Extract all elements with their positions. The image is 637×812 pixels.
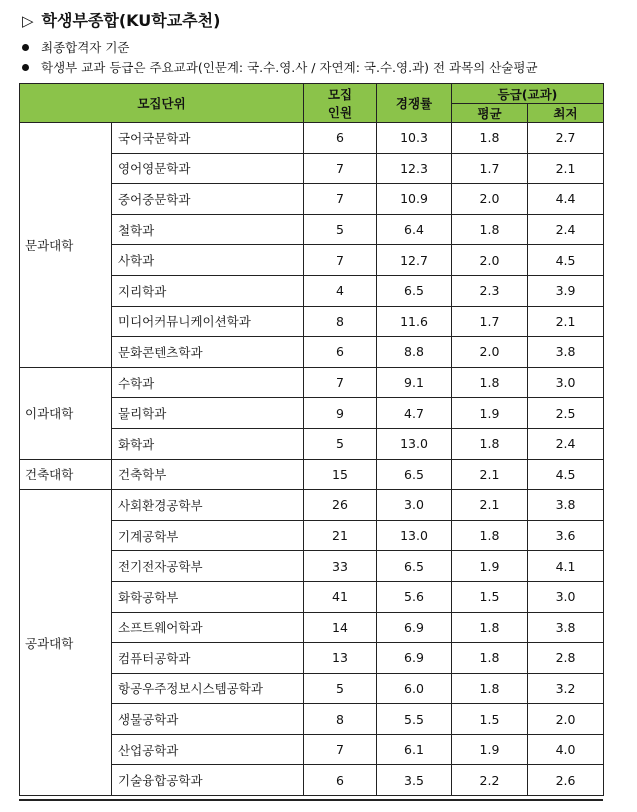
quota-cell: 21 [304, 520, 377, 551]
quota-cell: 13 [304, 643, 377, 674]
table-row [20, 367, 604, 398]
max-cell: 2.1 [528, 153, 604, 184]
avg-cell: 2.0 [452, 337, 528, 368]
ratio-cell: 4.7 [377, 398, 452, 429]
dept-cell: 화학과 [112, 428, 304, 459]
college-cell: 건축대학 [20, 459, 112, 490]
avg-cell: 1.9 [452, 398, 528, 429]
dept-cell: 소프트웨어학과 [112, 612, 304, 643]
dept-cell: 철학과 [112, 214, 304, 245]
max-cell: 3.6 [528, 520, 604, 551]
quota-cell: 5 [304, 673, 377, 704]
avg-cell: 1.5 [452, 581, 528, 612]
notes-list [22, 38, 538, 78]
ratio-cell: 6.5 [377, 275, 452, 306]
max-cell: 2.1 [528, 306, 604, 337]
quota-cell: 8 [304, 704, 377, 735]
dept-cell: 물리학과 [112, 398, 304, 429]
quota-cell: 5 [304, 428, 377, 459]
dept-cell: 지리학과 [112, 275, 304, 306]
max-cell: 2.7 [528, 123, 604, 154]
quota-cell: 15 [304, 459, 377, 490]
avg-cell: 1.5 [452, 704, 528, 735]
header-grade: 등급(교과) [452, 84, 604, 104]
quota-cell: 7 [304, 184, 377, 215]
max-cell: 4.5 [528, 245, 604, 276]
avg-cell: 1.7 [452, 306, 528, 337]
ratio-cell: 8.8 [377, 337, 452, 368]
ratio-cell: 13.0 [377, 520, 452, 551]
quota-cell: 7 [304, 245, 377, 276]
college-cell: 문과대학 [20, 123, 112, 368]
table-row [20, 459, 604, 490]
ratio-cell: 6.5 [377, 459, 452, 490]
avg-cell: 2.2 [452, 765, 528, 796]
ratio-cell: 10.3 [377, 123, 452, 154]
table-row [20, 490, 604, 521]
max-cell: 3.8 [528, 490, 604, 521]
dept-cell: 국어국문학과 [112, 123, 304, 154]
dept-cell: 중어중문학과 [112, 184, 304, 215]
header-ratio: 경쟁률 [377, 84, 452, 123]
avg-cell: 1.8 [452, 214, 528, 245]
ratio-cell: 13.0 [377, 428, 452, 459]
avg-cell: 1.8 [452, 520, 528, 551]
note-item: 학생부 교과 등급은 주요교과(인문계: 국.수.영.사 / 자연계: 국.수.영.과) 전 과목의 산술평균 [22, 58, 538, 78]
avg-cell: 2.0 [452, 184, 528, 215]
max-cell: 2.4 [528, 214, 604, 245]
header-max: 최저 [528, 104, 604, 123]
avg-cell: 1.8 [452, 673, 528, 704]
quota-cell: 6 [304, 765, 377, 796]
max-cell: 4.0 [528, 734, 604, 765]
triangle-right-icon: ▷ [22, 12, 34, 30]
ratio-cell: 10.9 [377, 184, 452, 215]
max-cell: 2.5 [528, 398, 604, 429]
ratio-cell: 3.0 [377, 490, 452, 521]
max-cell: 3.8 [528, 612, 604, 643]
ratio-cell: 6.0 [377, 673, 452, 704]
max-cell: 4.1 [528, 551, 604, 582]
quota-cell: 8 [304, 306, 377, 337]
ratio-cell: 9.1 [377, 367, 452, 398]
max-cell: 2.6 [528, 765, 604, 796]
quota-cell: 9 [304, 398, 377, 429]
quota-cell: 6 [304, 337, 377, 368]
dept-cell: 생물공학과 [112, 704, 304, 735]
ratio-cell: 12.3 [377, 153, 452, 184]
quota-cell: 7 [304, 367, 377, 398]
dept-cell: 기술융합공학과 [112, 765, 304, 796]
table-body [20, 123, 604, 796]
quota-cell: 6 [304, 123, 377, 154]
ratio-cell: 6.1 [377, 734, 452, 765]
dept-cell: 컴퓨터공학과 [112, 643, 304, 674]
avg-cell: 1.9 [452, 734, 528, 765]
admission-table [19, 83, 604, 796]
note-item: 최종합격자 기준 [22, 38, 538, 58]
ratio-cell: 6.9 [377, 643, 452, 674]
dept-cell: 전기전자공학부 [112, 551, 304, 582]
max-cell: 3.9 [528, 275, 604, 306]
avg-cell: 1.9 [452, 551, 528, 582]
ratio-cell: 12.7 [377, 245, 452, 276]
quota-cell: 5 [304, 214, 377, 245]
avg-cell: 1.8 [452, 367, 528, 398]
dept-cell: 화학공학부 [112, 581, 304, 612]
ratio-cell: 3.5 [377, 765, 452, 796]
max-cell: 4.4 [528, 184, 604, 215]
ratio-cell: 11.6 [377, 306, 452, 337]
title-text: 학생부종합(KU학교추천) [41, 11, 221, 30]
quota-cell: 33 [304, 551, 377, 582]
bottom-divider [19, 799, 603, 801]
max-cell: 4.5 [528, 459, 604, 490]
quota-cell: 7 [304, 734, 377, 765]
dept-cell: 영어영문학과 [112, 153, 304, 184]
ratio-cell: 5.6 [377, 581, 452, 612]
quota-cell: 7 [304, 153, 377, 184]
avg-cell: 1.8 [452, 123, 528, 154]
quota-cell: 41 [304, 581, 377, 612]
header-avg: 평균 [452, 104, 528, 123]
avg-cell: 2.3 [452, 275, 528, 306]
ratio-cell: 5.5 [377, 704, 452, 735]
dept-cell: 문화콘텐츠학과 [112, 337, 304, 368]
quota-cell: 26 [304, 490, 377, 521]
max-cell: 3.2 [528, 673, 604, 704]
dept-cell: 미디어커뮤니케이션학과 [112, 306, 304, 337]
avg-cell: 1.8 [452, 643, 528, 674]
max-cell: 3.0 [528, 581, 604, 612]
table-row [20, 123, 604, 154]
avg-cell: 2.0 [452, 245, 528, 276]
bullet-icon [22, 64, 29, 71]
dept-cell: 사회환경공학부 [112, 490, 304, 521]
dept-cell: 기계공학부 [112, 520, 304, 551]
dept-cell: 사학과 [112, 245, 304, 276]
quota-cell: 4 [304, 275, 377, 306]
avg-cell: 1.8 [452, 428, 528, 459]
college-cell: 이과대학 [20, 367, 112, 459]
page-title [22, 8, 220, 31]
avg-cell: 1.8 [452, 612, 528, 643]
dept-cell: 항공우주정보시스템공학과 [112, 673, 304, 704]
dept-cell: 건축학부 [112, 459, 304, 490]
dept-cell: 수학과 [112, 367, 304, 398]
max-cell: 2.4 [528, 428, 604, 459]
avg-cell: 2.1 [452, 459, 528, 490]
max-cell: 3.8 [528, 337, 604, 368]
header-quota: 모집 인원 [304, 84, 377, 123]
max-cell: 2.8 [528, 643, 604, 674]
max-cell: 2.0 [528, 704, 604, 735]
avg-cell: 1.7 [452, 153, 528, 184]
ratio-cell: 6.5 [377, 551, 452, 582]
header-unit: 모집단위 [20, 84, 304, 123]
college-cell: 공과대학 [20, 490, 112, 796]
dept-cell: 산업공학과 [112, 734, 304, 765]
bullet-icon [22, 44, 29, 51]
quota-cell: 14 [304, 612, 377, 643]
avg-cell: 2.1 [452, 490, 528, 521]
ratio-cell: 6.4 [377, 214, 452, 245]
max-cell: 3.0 [528, 367, 604, 398]
ratio-cell: 6.9 [377, 612, 452, 643]
